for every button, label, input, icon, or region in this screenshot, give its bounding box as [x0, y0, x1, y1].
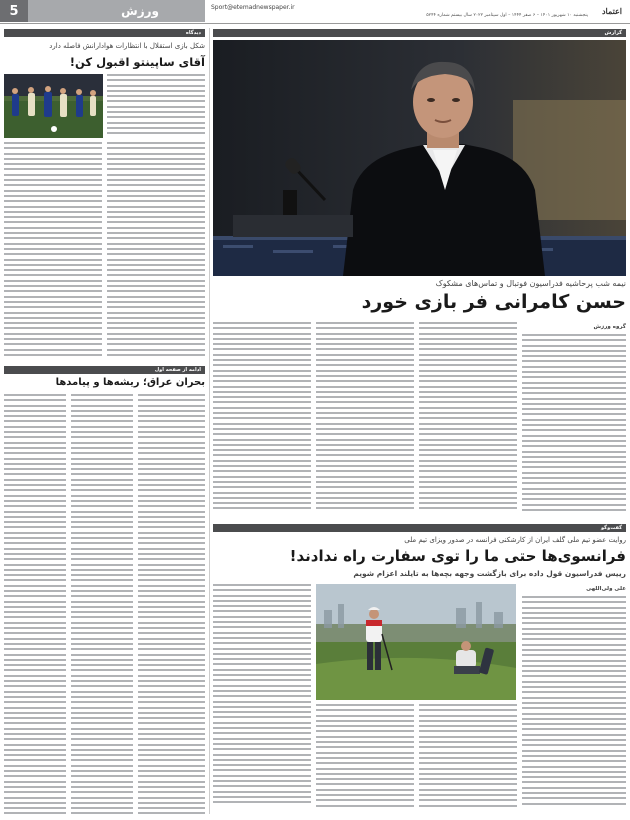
- main-story-kicker-label: گزارش: [604, 30, 622, 36]
- section-title: ورزش: [28, 0, 205, 22]
- bottom-story-subtitle: رییس فدراسیون قول داده برای بازگشت وجهه بچه‌ها به تایلند اعزام شویم: [353, 569, 626, 578]
- page-number: 5: [0, 0, 28, 22]
- left-story2-kicker: [4, 366, 205, 374]
- main-story-kicker: [213, 29, 626, 37]
- bottom-story-col4: [522, 596, 626, 814]
- golf-photo: [316, 584, 516, 700]
- header-section-block: [0, 0, 205, 22]
- left-story2-col3: [138, 394, 205, 814]
- main-story-col2: [316, 322, 414, 518]
- header-rule: [0, 23, 630, 24]
- main-photo: [213, 40, 626, 276]
- bottom-story-col1: [213, 584, 311, 814]
- main-story-title: حسن کامرانی فر بازی خورد: [361, 291, 626, 313]
- bottom-story-title: فرانسوی‌ها حتی ما را توی سفارت راه ندادند!: [289, 547, 626, 565]
- bottom-story-supertitle: روایت عضو تیم ملی گلف ایران از کارشکنی فرانسه در صدور ویزای تیم ملی: [404, 536, 626, 544]
- left-story-title: آقای ساپینتو اقبول کن!: [69, 55, 205, 69]
- left-story-kicker-label: دیدگاه: [185, 30, 201, 36]
- main-story-col3: [419, 322, 517, 518]
- main-story-col1: [213, 322, 311, 518]
- left-story-body-col1: [4, 142, 102, 364]
- main-story-subtitle: نیمه شب پرحاشیه فدراسیون فوتبال و تماس‌های مشکوک: [435, 279, 626, 288]
- main-story-col4: [522, 334, 626, 518]
- football-photo: [4, 74, 103, 138]
- bottom-story-col2: [316, 704, 414, 814]
- left-story2-title: بحران عراق؛ ریشه‌ها و پیامدها: [55, 377, 205, 388]
- bottom-story-byline: علی ولی‌اللهی: [586, 586, 626, 592]
- left-story2-col1: [4, 394, 66, 814]
- left-story-body-col2: [107, 142, 205, 364]
- logo-text: اعتماد: [601, 6, 623, 16]
- left-story2-kicker-label: ادامه از صفحه اول: [154, 367, 201, 373]
- left-story-kicker: [4, 29, 205, 37]
- header-info: [205, 4, 594, 18]
- left-story-subtitle: شکل بازی استقلال با انتظارات هوادارانش فاصله دارد: [49, 42, 205, 50]
- main-story-byline: گروه ورزش: [593, 324, 626, 330]
- bottom-story-kicker: [213, 524, 626, 532]
- column-divider: [209, 28, 210, 814]
- section-email: Sport@etemadnewspaper.ir: [211, 4, 295, 11]
- left-story2-col2: [71, 394, 133, 814]
- bottom-story-col3: [419, 704, 517, 814]
- page-header: [0, 0, 630, 22]
- left-story-body-top: [107, 74, 205, 138]
- issue-date: پنجشنبه ۱۰ شهریور ۱۴۰۱ – ۶ صفر ۱۴۴۴ – اول سپتامبر ۲۰۲۲ سال بیستم شماره ۵۲۴۴: [426, 13, 588, 18]
- bottom-story-kicker-label: گفت‌وگو: [601, 525, 622, 531]
- newspaper-logo: [594, 0, 630, 22]
